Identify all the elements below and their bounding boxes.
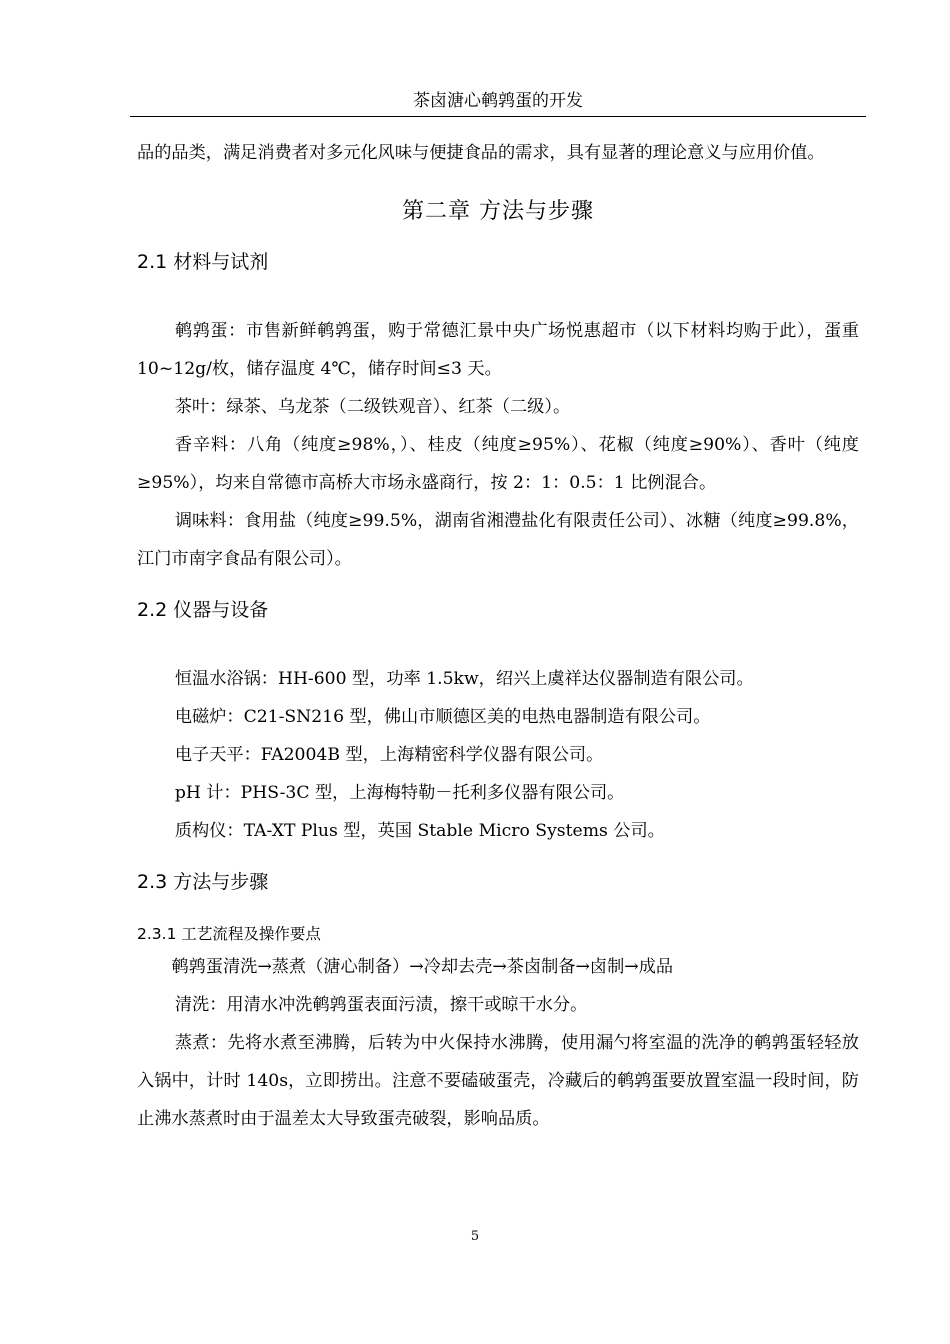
process-steaming: 蒸煮：先将水煮至沸腾，后转为中火保持水沸腾，使用漏勺将室温的洗净的鹌鹑蛋轻轻放入锅中，计时 140s，立即捞出。注意不要磕破蛋壳，冷藏后的鹌鹑蛋要放置室温一段时间，防止沸水蒸煮时由于温差太大导致蛋壳破裂，影响品质。 (137, 1033, 859, 1129)
process-flow: 鹌鹑蛋清洗→蒸煮（溏心制备）→冷却去壳→茶卤制备→卤制→成品 (171, 957, 674, 977)
equipment-balance: 电子天平：FA2004B 型，上海精密科学仪器有限公司。 (174, 745, 604, 765)
equipment-ph-meter: pH 计：PHS-3C 型，上海梅特勒－托利多仪器有限公司。 (174, 783, 625, 803)
page-number: 5 (470, 1229, 480, 1244)
header-rule (130, 116, 866, 117)
chapter-title: 第二章 方法与步骤 (402, 199, 594, 224)
materials-tea: 茶叶：绿茶、乌龙茶（二级铁观音）、红茶（二级）。 (174, 397, 571, 417)
materials-seasoning: 调味料：食用盐（纯度≥99.5%，湖南省湘澧盐化有限责任公司）、冰糖（纯度≥99.8%，江门市南字食品有限公司）。 (137, 511, 859, 569)
equipment-induction-cooker: 电磁炉：C21-SN216 型，佛山市顺德区美的电热电器制造有限公司。 (174, 707, 711, 727)
materials-spices: 香辛料：八角（纯度≥98%，）、桂皮（纯度≥95%）、花椒（纯度≥90%）、香叶（纯度≥95%），均来自常德市高桥大市场永盛商行，按 2：1：0.5：1 比例混合。 (137, 435, 859, 493)
subsection-2-3-1-title: 2.3.1 工艺流程及操作要点 (137, 925, 321, 943)
materials-quail-eggs: 鹌鹑蛋：市售新鲜鹌鹑蛋，购于常德汇景中央广场悦惠超市（以下材料均购于此），蛋重 10~12g/枚，储存温度 4℃，储存时间≤3 天。 (137, 321, 859, 379)
process-cleaning: 清洗：用清水冲洗鹌鹑蛋表面污渍，擦干或晾干水分。 (174, 995, 588, 1015)
intro-continuation: 品的品类，满足消费者对多元化风味与便捷食品的需求，具有显著的理论意义与应用价值。 (137, 143, 825, 163)
running-header: 茶卤溏心鹌鹑蛋的开发 (413, 91, 583, 111)
page-body (137, 134, 859, 1138)
equipment-texture-analyzer: 质构仪：TA-XT Plus 型，英国 Stable Micro Systems 公司。 (174, 821, 665, 841)
section-2-2-title: 2.2 仪器与设备 (137, 599, 269, 621)
section-2-3-title: 2.3 方法与步骤 (137, 871, 269, 893)
equipment-water-bath: 恒温水浴锅：HH-600 型，功率 1.5kw，绍兴上虞祥达仪器制造有限公司。 (174, 669, 754, 689)
section-2-1-title: 2.1 材料与试剂 (137, 251, 269, 273)
